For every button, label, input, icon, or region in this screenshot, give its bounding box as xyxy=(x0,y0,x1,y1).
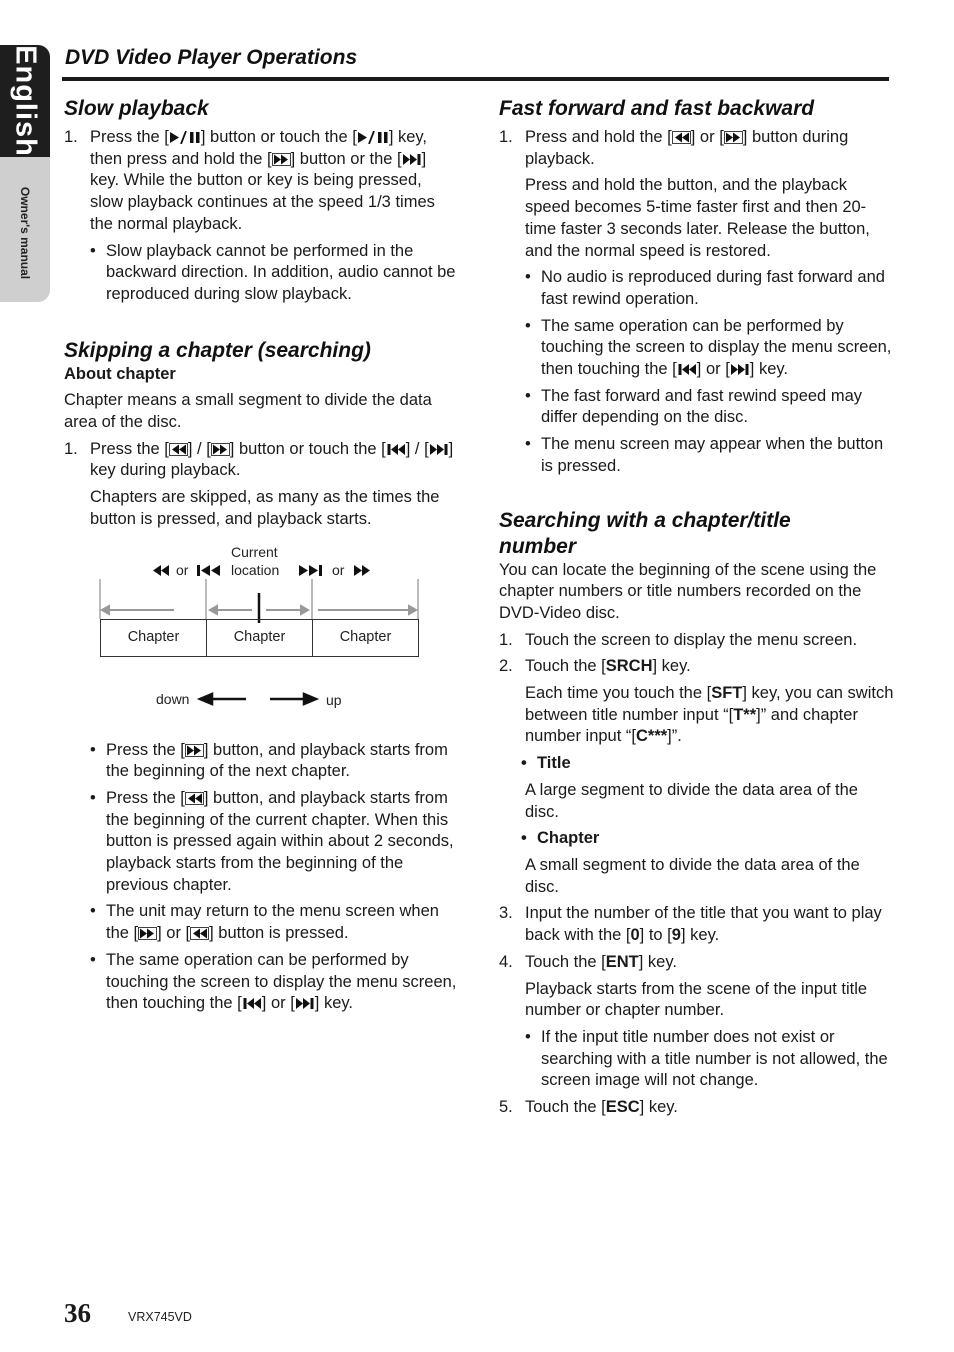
fast-forward-icon xyxy=(724,131,743,143)
page-number: 36 xyxy=(64,1298,91,1328)
skip-bullet-2: • Press the [ ] button, and playback starts from the beginning of the current chapter. When this button is pressed again within about 2 seconds, playback starts from the beginning of the previous chapter. xyxy=(90,788,454,894)
search-step-4-detail: Playback starts from the scene of the input title number or chapter number. xyxy=(525,979,868,1020)
search-step-3: 3. Input the number of the title that you want to play back with the [0] to [9] key. xyxy=(499,904,882,945)
search-step-5: 5. Touch the [ESC] key. xyxy=(499,1098,678,1117)
ff-bullet-3: • The fast forward and fast rewind speed may differ depending on the disc. xyxy=(525,386,862,427)
esc-key: ESC xyxy=(605,1098,640,1117)
search-intro: You can locate the beginning of the scene using the chapter numbers or title numbers recorded on the DVD-Video disc. xyxy=(499,560,877,622)
skipping-title: Skipping a chapter (searching) xyxy=(64,338,371,362)
ff-step-1-detail: Press and hold the button, and the playback speed becomes 5-time faster first and then 20-time faster 3 seconds later. Release the button, and the normal speed is restored. xyxy=(525,176,870,260)
slow-step-1: 1. Press the [ ] button or touch the [ ] key, then press and hold the [ ] button or the [ ] key. While the button or key is being pressed, slow playback continues at the speed 1/3 times the normal playback. xyxy=(64,128,435,233)
about-chapter-text: Chapter means a small segment to divide the data area of the disc. xyxy=(64,391,432,432)
chapter-box: Chapter xyxy=(312,619,419,657)
search-title-line-2: number xyxy=(499,534,577,558)
sft-key: SFT xyxy=(711,684,743,703)
chapter-definition-heading: • Chapter xyxy=(521,829,600,848)
ff-bullet-2: • The same operation can be performed by touching the screen to display the menu screen, then touching the [ ] or [ ] key. xyxy=(525,316,892,379)
manual-tab xyxy=(0,165,50,300)
next-track-icon xyxy=(730,363,750,375)
rewind-icon xyxy=(169,443,188,455)
title-definition-heading: • Title xyxy=(521,754,571,773)
section-header: DVD Video Player Operations xyxy=(65,46,358,69)
previous-track-icon xyxy=(242,997,262,1009)
skip-step-1-detail: Chapters are skipped, as many as the times the button is pressed, and playback starts. xyxy=(90,488,440,528)
ff-step-1: 1. Press and hold the [ ] or [ ] button during playback. xyxy=(499,128,849,168)
header-rule xyxy=(62,77,889,81)
play-pause-icon xyxy=(357,131,389,143)
fast-forward-icon xyxy=(185,744,204,756)
search-title-line-1: Searching with a chapter/title xyxy=(499,508,791,532)
left-column xyxy=(64,96,459,1015)
language-label: English xyxy=(9,45,42,157)
slow-bullet-1: • Slow playback cannot be performed in the backward direction. In addition, audio cannot be reproduced during slow playback. xyxy=(90,241,456,303)
rewind-icon xyxy=(185,792,204,804)
next-track-icon xyxy=(295,997,315,1009)
model-number: VRX745VD xyxy=(128,1310,192,1324)
next-track-icon xyxy=(402,153,422,165)
rewind-icon xyxy=(190,927,209,939)
down-label: down xyxy=(156,690,190,707)
previous-track-icon xyxy=(677,363,697,375)
or-label: or xyxy=(176,561,189,578)
or-label: or xyxy=(332,561,345,578)
rewind-icon xyxy=(672,131,691,143)
search-step-2-detail: Each time you touch the [SFT] key, you can switch between title number input “[T**]” and chapter number input “[C***]”. xyxy=(525,684,894,746)
chapter-definition-text: A small segment to divide the data area of the disc. xyxy=(525,855,860,896)
search-step-4-bullet: • If the input title number does not exist or searching with a title number is not allowed, the screen image will not change. xyxy=(525,1027,888,1090)
srch-key: SRCH xyxy=(605,657,653,676)
location-label: location xyxy=(231,561,280,578)
ff-bullet-1: • No audio is reproduced during fast forward and fast rewind operation. xyxy=(525,268,885,308)
about-chapter-heading: About chapter xyxy=(64,364,176,383)
chapter-input-format: C*** xyxy=(635,727,668,746)
title-definition-text: A large segment to divide the data area of the disc. xyxy=(525,780,858,821)
chapter-box: Chapter xyxy=(100,619,207,657)
fast-forward-title: Fast forward and fast backward xyxy=(499,97,815,120)
play-pause-icon xyxy=(169,131,201,143)
ent-key: ENT xyxy=(605,952,639,971)
chapter-box: Chapter xyxy=(206,619,313,657)
ff-bullet-4: • The menu screen may appear when the button is pressed. xyxy=(525,435,884,475)
right-column xyxy=(499,96,894,1119)
skip-bullet-3: • The unit may return to the menu screen when the [ ] or [ ] button is pressed. xyxy=(90,902,439,943)
search-step-1: 1. Touch the screen to display the menu screen. xyxy=(499,630,858,649)
skip-step-1: 1. Press the [ ] / [ ] button or touch the [ ] / [ ] key during playback. xyxy=(64,439,454,480)
skip-bullet-1: • Press the [ ] button, and playback starts from the beginning of the next chapter. xyxy=(90,740,448,781)
current-label: Current xyxy=(231,543,278,560)
up-label: up xyxy=(326,691,342,708)
title-input-format: T** xyxy=(733,705,757,724)
next-track-icon xyxy=(429,443,449,455)
search-step-2: 2. Touch the [SRCH] key. xyxy=(499,657,691,676)
fast-forward-icon xyxy=(211,443,230,455)
slow-playback-title: Slow playback xyxy=(64,97,209,120)
previous-track-icon xyxy=(386,443,406,455)
chapter-diagram xyxy=(64,535,459,735)
fast-forward-icon xyxy=(272,153,291,165)
search-step-4: 4. Touch the [ENT] key. xyxy=(499,952,677,971)
manual-label: Owner's manual xyxy=(18,186,32,279)
fast-forward-icon xyxy=(138,927,157,939)
skip-bullet-4: • The same operation can be performed by touching the screen to display the menu screen, then touching the [ ] or [ ] key. xyxy=(90,950,457,1013)
language-tab xyxy=(0,45,50,157)
